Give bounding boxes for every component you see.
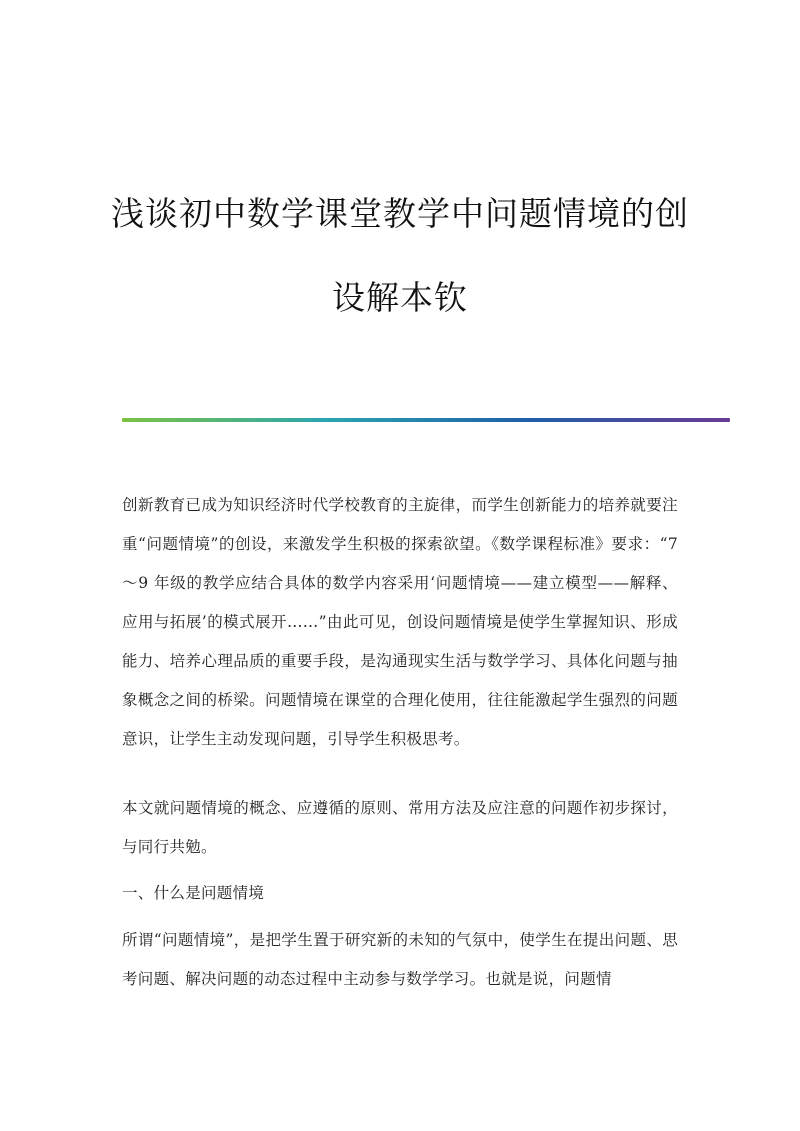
document-title-line-1: 浅谈初中数学课堂教学中问题情境的创	[111, 194, 689, 233]
section-heading-1: 一、什么是问题情境	[122, 884, 265, 902]
gradient-divider	[122, 418, 730, 422]
paragraph-intro: 创新教育已成为知识经济时代学校教育的主旋律，而学生创新能力的培养就要注重“问题情境”的创设，来激发学生积极的探索欲望。《数学课程标准》要求：“7～9 年级的教学应结合具体的数学内容采用‘问题情境——建立模型——解释、应用与拓展’的模式展开……”由此可见，创设问题情境是使学生掌握知识、形成能力、培养心理品质的重要手段，是沟通现实生活与数学学习、具体化问题与抽象概念之间的桥梁。问题情境在课堂的合理化使用，往往能激起学生强烈的问题意识，让学生主动发现问题，引导学生积极思考。	[122, 496, 678, 748]
paragraph-definition: 所谓“问题情境”，是把学生置于研究新的未知的气氛中，使学生在提出问题、思考问题、解决问题的动态过程中主动参与数学学习。也就是说，问题情	[122, 931, 678, 988]
paragraph-purpose: 本文就问题情境的概念、应遵循的原则、常用方法及应注意的问题作初步探讨，与同行共勉。	[122, 799, 678, 856]
document-title-line-2: 设解本钦	[332, 278, 468, 317]
